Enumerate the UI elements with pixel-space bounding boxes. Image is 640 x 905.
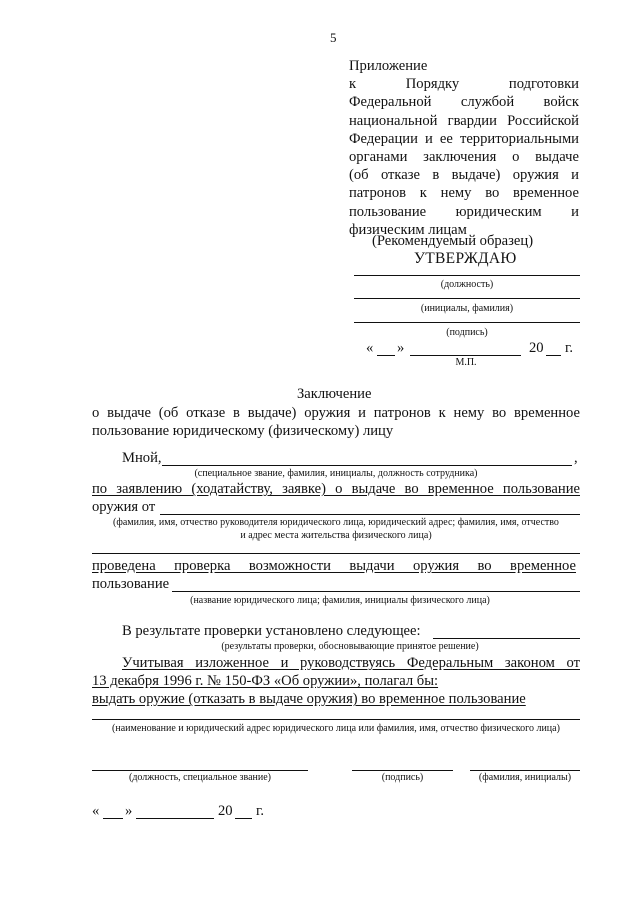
applicant-caption: и адрес места жительства физического лица) bbox=[240, 530, 432, 541]
year-suffix: г. bbox=[256, 803, 264, 819]
page-number: 5 bbox=[330, 30, 337, 45]
date-month-line[interactable] bbox=[410, 355, 521, 356]
date-day-line[interactable] bbox=[377, 355, 395, 356]
request-text: оружия от bbox=[92, 499, 156, 515]
law-text: 13 декабря 1996 г. № 150-ФЗ «Об оружии», полагал бы: bbox=[92, 673, 439, 689]
appendix-line: национальной гвардии Российской bbox=[349, 112, 579, 129]
appendix-line: (об отказе в выдаче) оружия и bbox=[349, 167, 579, 184]
date-open-quote: « bbox=[366, 340, 374, 356]
recipient-line[interactable] bbox=[92, 719, 580, 720]
appendix-line: Приложение bbox=[349, 58, 428, 74]
sign-position-caption: (должность, специальное звание) bbox=[128, 772, 272, 783]
check-text: пользование bbox=[92, 576, 170, 592]
appendix-line: пользование юридическим и bbox=[349, 203, 579, 220]
year-line[interactable] bbox=[546, 355, 561, 356]
conclusion-subtitle: о выдаче (об отказе в выдаче) оружия и патронов к нему во временное bbox=[92, 405, 580, 421]
entity-caption: (название юридического лица; фамилия, инициалы физического лица) bbox=[190, 595, 490, 606]
recipient-caption: (наименование и юридический адрес юридического лица или фамилия, имя, отчество физического лица) bbox=[112, 723, 560, 734]
appendix-block bbox=[349, 57, 579, 239]
year-suffix: г. bbox=[565, 340, 573, 356]
request-text: по заявлению (ходатайству, заявке) о выдаче во временное пользование bbox=[92, 481, 580, 497]
conclusion-title: Заключение bbox=[297, 386, 372, 402]
result-text: В результате проверки установлено следующее: bbox=[122, 623, 421, 639]
sample-note: (Рекомендуемый образец) bbox=[372, 233, 534, 249]
date-close-quote: » bbox=[125, 803, 133, 819]
signature-line[interactable] bbox=[354, 322, 580, 323]
me-comma: , bbox=[574, 450, 578, 466]
appendix-line: Федерации и ее территориальными bbox=[349, 130, 579, 147]
appendix-line: Федеральной службой войск bbox=[349, 94, 579, 111]
year-line[interactable] bbox=[235, 818, 252, 819]
officer-caption: (специальное звание, фамилия, инициалы, должность сотрудника) bbox=[194, 468, 478, 479]
applicant-caption: (фамилия, имя, отчество руководителя юридического лица, юридический адрес; фамилия, имя, отчество bbox=[113, 517, 559, 528]
conclusion-subtitle: пользование юридическому (физическому) лицу bbox=[92, 423, 394, 439]
name-line[interactable] bbox=[354, 298, 580, 299]
appendix-line: органами заключения о выдаче bbox=[349, 148, 579, 165]
sign-position-line[interactable] bbox=[92, 770, 308, 771]
sign-name-caption: (фамилия, инициалы) bbox=[478, 772, 572, 783]
approve-title: УТВЕРЖДАЮ bbox=[414, 250, 517, 267]
year-prefix: 20 bbox=[218, 803, 233, 819]
position-line[interactable] bbox=[354, 275, 580, 276]
result-line[interactable] bbox=[433, 638, 580, 639]
appendix-line: патронов к нему во временное bbox=[349, 185, 579, 202]
position-caption: (должность) bbox=[440, 279, 494, 290]
officer-line[interactable] bbox=[162, 465, 572, 466]
entity-line[interactable] bbox=[172, 591, 580, 592]
result-caption: (результаты проверки, обосновывающие принятое решение) bbox=[221, 641, 479, 652]
applicant-line[interactable] bbox=[160, 514, 580, 515]
year-prefix: 20 bbox=[529, 340, 544, 356]
me-label: Мной, bbox=[122, 450, 162, 466]
sign-name-line[interactable] bbox=[470, 770, 580, 771]
appendix-line: физическим лицам bbox=[349, 221, 467, 238]
name-caption: (инициалы, фамилия) bbox=[420, 303, 514, 314]
date-day-line[interactable] bbox=[103, 818, 123, 819]
date-open-quote: « bbox=[92, 803, 100, 819]
decision-text: выдать оружие (отказать в выдаче оружия) во временное пользование bbox=[92, 691, 526, 707]
appendix-line: к Порядку подготовки bbox=[349, 76, 579, 93]
date-close-quote: » bbox=[397, 340, 405, 356]
date-month-line[interactable] bbox=[136, 818, 214, 819]
stamp-label: М.П. bbox=[455, 357, 477, 368]
applicant-line-2[interactable] bbox=[92, 553, 580, 554]
law-text: Учитывая изложенное и руководствуясь Федеральным законом от bbox=[122, 655, 580, 671]
signature-caption: (подпись) bbox=[446, 327, 488, 338]
check-text: проведена проверка возможности выдачи оружия во временное bbox=[92, 558, 576, 574]
sign-signature-caption: (подпись) bbox=[381, 772, 424, 783]
sign-signature-line[interactable] bbox=[352, 770, 453, 771]
